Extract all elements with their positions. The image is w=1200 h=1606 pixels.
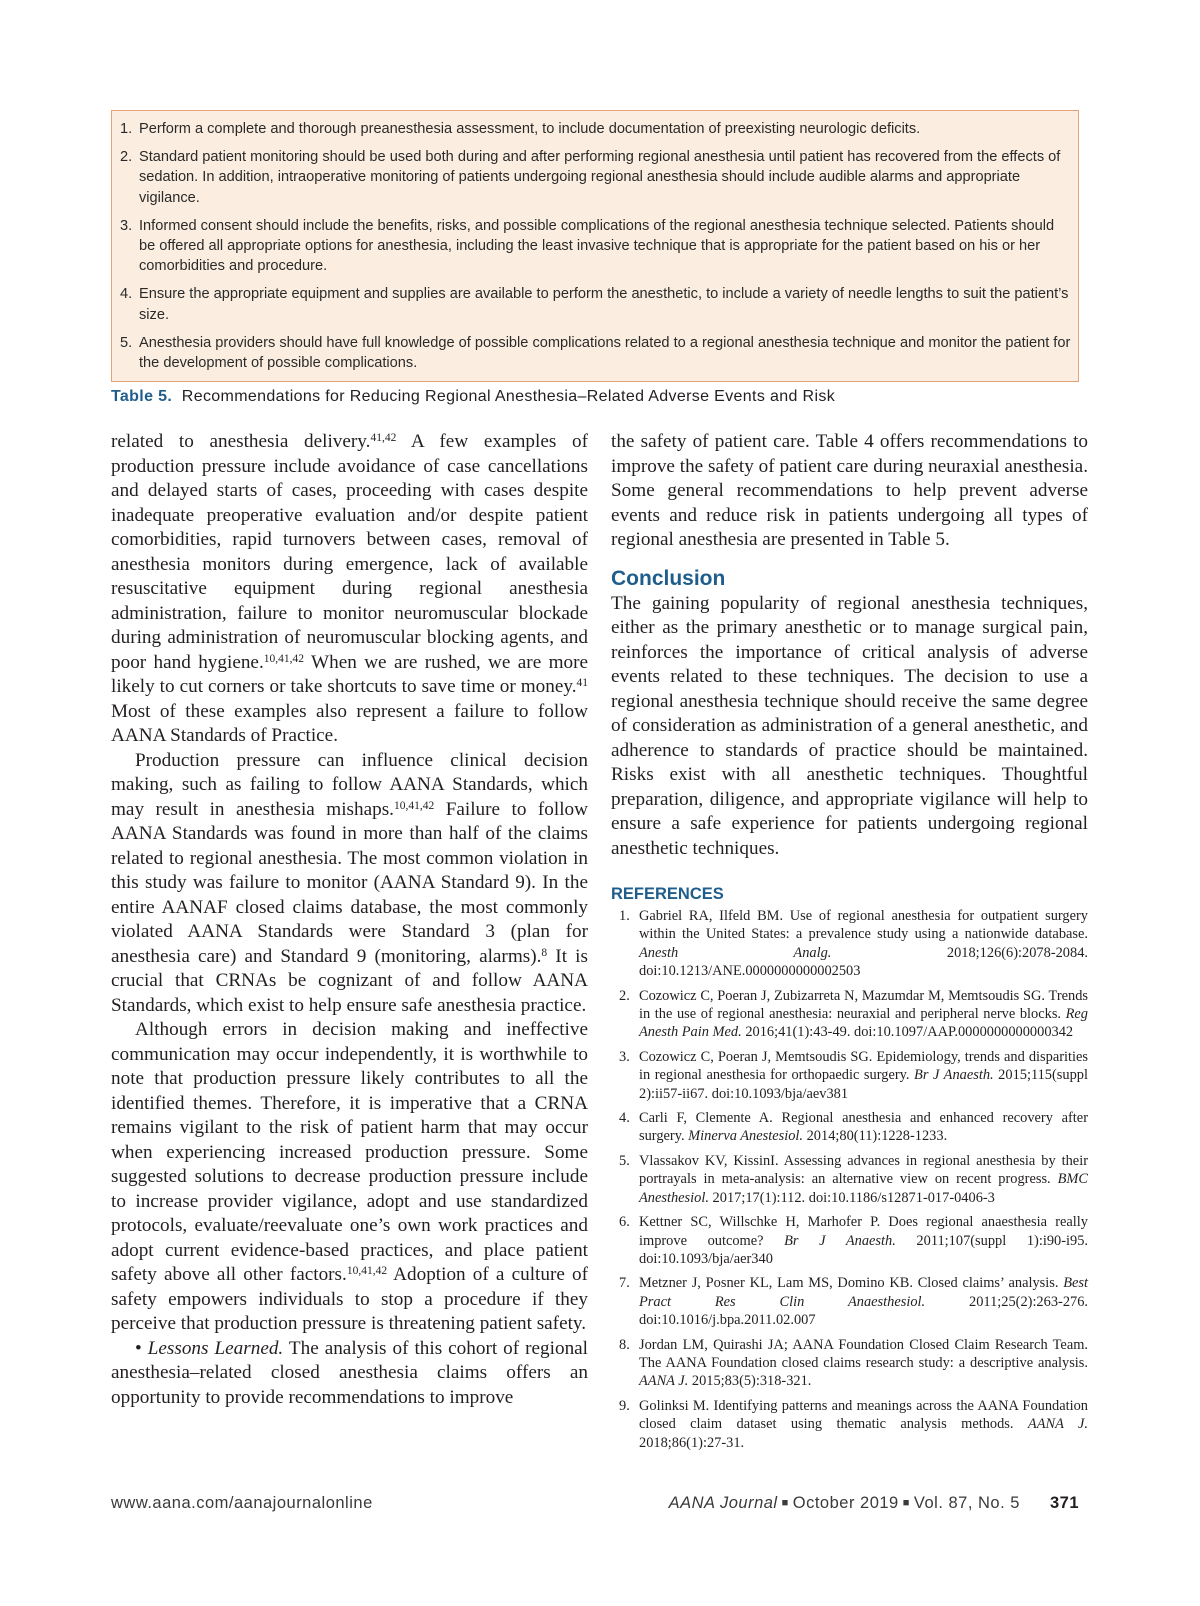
recommendation-item <box>120 333 1072 373</box>
paragraph: the safety of patient care. Table 4 offers recommendations to improve the safety of patient care during neuraxial anesthesia. Some general recommendations to help prevent adverse events and reduce risk in patients undergoing all types of regional anesthesia are presented in Table 5. <box>611 431 1088 550</box>
recommendation-number: 3. <box>120 217 133 234</box>
recommendation-text: Ensure the appropriate equipment and supplies are available to perform the anesthetic, to include a variety of needle lengths to suit the patient’s size. <box>139 286 1069 323</box>
section-heading-conclusion: Conclusion <box>611 566 726 590</box>
reference-journal: Reg Anesth Pain Med. <box>639 1006 1088 1041</box>
recommendation-item <box>120 147 1072 208</box>
table-caption <box>111 388 1079 406</box>
reference-number: 8. <box>619 1336 630 1353</box>
left-column <box>111 430 588 1410</box>
recommendation-number: 2. <box>120 149 133 166</box>
recommendation-text: Perform a complete and thorough preanesthesia assessment, to include documentation of preexisting neurologic deficits. <box>139 121 921 137</box>
paragraph: Production pressure can influence clinical decision making, such as failing to follow AANA Standards, which may result in anesthesia mishaps.$^{10,41,42}$ Failure to follow AANA Standards was found in more than half of the claims related to regional anesthesia. The most common violation in this study was failure to monitor (AANA Standard 9). In the entire AANAF closed claims database, the most commonly violated AANA Standards were Standard 3 (plan for anesthesia care) and Standard 9 (monitoring, alarms).$^8$ It is crucial that CRNAs be cognizant of and follow AANA Standards, which exist to help ensure safe anesthesia practice. <box>111 749 588 1016</box>
reference-item: 5. Vlassakov KV, KissinI. Assessing advances in regional anesthesia by their portrayals in meta-analysis: an alternative view on recent progress. BMC Anesthesiol. 2017;17(1):112. doi:10.1186/s12871-017-0406-3 <box>619 1152 1088 1206</box>
reference-journal: Minerva Anestesiol. <box>688 1128 804 1145</box>
separator-square-icon: ■ <box>902 1497 910 1509</box>
recommendation-text: Anesthesia providers should have full knowledge of possible complications related to a regional anesthesia technique and monitor the patient for the development of possible complications. <box>139 334 1071 372</box>
reference-journal: Br J Anaesth. <box>914 1067 994 1084</box>
reference-item: 2. Cozowicz C, Poeran J, Zubizarreta N, Mazumdar M, Memtsoudis SG. Trends in the use of regional anesthesia: neuraxial and peripheral nerve blocks. Reg Anesth Pain Med. 2016;41(1):43-49. doi:10.1097/AAP.0000000000000342 <box>619 987 1088 1041</box>
paragraph: The gaining popularity of regional anesthesia techniques, either as the primary anesthetic or to manage surgical pain, reinforces the importance of critical analysis of adverse events related to these techniques. The decision to use a regional anesthesia technique should receive the same degree of consideration as administration of a general anesthetic, and adherence to standards of practice should be maintained. Risks exist with all anesthetic techniques. Thoughtful preparation, diligence, and appropriate vigilance will help to ensure a safe experience for patients undergoing regional anesthetic techniques. <box>611 592 1088 859</box>
reference-journal: Br J Anaesth. <box>784 1232 896 1249</box>
reference-journal: Best Pract Res Clin Anaesthesiol. <box>639 1275 1088 1310</box>
reference-journal: AANA J. <box>639 1373 689 1390</box>
footer-journal-info <box>669 1494 1079 1513</box>
reference-journal: AANA J. <box>1027 1416 1088 1433</box>
reference-number: 1. <box>619 908 630 924</box>
reference-journal: BMC Anesthesiol. <box>639 1171 1088 1206</box>
reference-item: 3. Cozowicz C, Poeran J, Memtsoudis SG. Epidemiology, trends and disparities in regional anesthesia for orthopaedic surgery. Br J Anaesth. 2015;115(suppl 2):ii57-ii67. doi:10.1093/bja/aev381 <box>619 1048 1088 1102</box>
footer-journal-name: AANA Journal <box>668 1494 778 1512</box>
page-footer <box>111 1494 1079 1518</box>
reference-item: 4. Carli F, Clemente A. Regional anesthesia and enhanced recovery after surgery. Minerva Anestesiol. 2014;80(11):1228-1233. <box>619 1110 1088 1145</box>
footer-url[interactable]: www.aana.com/aanajournalonline <box>111 1494 373 1512</box>
reference-number: 3. <box>619 1048 630 1065</box>
reference-item: 9. Golinksi M. Identifying patterns and meanings across the AANA Foundation closed claim dataset using thematic analysis methods. AANA J. 2018;86(1):27-31. <box>619 1397 1088 1451</box>
reference-journal: Anesth Analg. <box>639 944 832 961</box>
right-column <box>611 430 1088 1458</box>
recommendations-list <box>120 119 1072 373</box>
reference-number: 2. <box>619 987 630 1004</box>
reference-item: 7. Metzner J, Posner KL, Lam MS, Domino KB. Closed claims’ analysis. Best Pract Res Clin Anaesthesiol. 2011;25(2):263-276. doi:10.1016/j.bpa.2011.02.007 <box>619 1275 1088 1329</box>
reference-number: 7. <box>619 1275 630 1292</box>
reference-number: 6. <box>619 1214 630 1231</box>
reference-number: 9. <box>619 1397 630 1414</box>
recommendation-item <box>120 119 1072 139</box>
reference-item: 8. Jordan LM, Quirashi JA; AANA Foundation Closed Claim Research Team. The AANA Foundation closed claims research study: a descriptive analysis. AANA J. 2015;83(5):318-321. <box>619 1336 1088 1390</box>
reference-item: 6. Kettner SC, Willschke H, Marhofer P. Does regional anaesthesia really improve outcome? Br J Anaesth. 2011;107(suppl 1):i90-i95. doi:10.1093/bja/aer340 <box>619 1214 1089 1267</box>
recommendation-item <box>120 216 1072 277</box>
page-number: 371 <box>1049 1494 1079 1512</box>
references-heading: REFERENCES <box>611 885 724 903</box>
paragraph: related to anesthesia delivery.$^{41,42}$ A few examples of production pressure include avoidance of case cancellations and delayed starts of cases, proceeding with cases despite inadequate preoperative evaluation and/or despite patient comorbidities, rapid turnovers between cases, removal of anesthesia monitors during emergence, lack of available resuscitative equipment during regional anesthesia administration, failure to monitor neuromuscular blockade during administration of neuromuscular blocking agents, and poor hand hygiene.$^{10,41,42}$ When we are rushed, we are more likely to cut corners or take shortcuts to save time or money.$^{41}$ Most of these examples also represent a failure to follow AANA Standards of Practice. <box>111 431 588 746</box>
recommendation-text: Informed consent should include the benefits, risks, and possible complications of the regional anesthesia technique selected. Patients should be offered all appropriate options for anesthesia, including the least invasive technique that is appropriate for the patient based on his or her comorbidities and procedure. <box>139 217 1055 275</box>
table-caption-text: Recommendations for Reducing Regional Anesthesia–Related Adverse Events and Risk <box>181 388 836 405</box>
paragraph-lessons-learned: • Lessons Learned. The analysis of this cohort of regional anesthesia–related closed anesthesia claims offers an opportunity to provide recommendations to improve <box>111 1337 589 1408</box>
references-list <box>611 907 1088 1452</box>
reference-item: 1. Gabriel RA, Ilfeld BM. Use of regional anesthesia for outpatient surgery within the United States: a prevalence study using a nationwide database. Anesth Analg. 2018;126(6):2078-2084. doi:10.1213/ANE.0000000000002503 <box>619 908 1088 980</box>
reference-number: 5. <box>619 1152 630 1169</box>
paragraph: Although errors in decision making and ineffective communication may occur independently, it is worthwhile to note that production pressure likely contributes to all the identified themes. Therefore, it is imperative that a CRNA remains vigilant to the risk of patient harm that may occur when experiencing increased production pressure. Some suggested solutions to decrease production pressure include to increase provider vigilance, adopt and use standardized protocols, evaluate/reevaluate one’s own work practices and adopt current evidence-based practices, and place patient safety above all other factors.$^{10,41,42}$ Adoption of a culture of safety empowers individuals to stop a procedure if they perceive that production pressure is threatening patient safety. <box>111 1019 588 1334</box>
lessons-learned-lead: Lessons Learned. <box>147 1337 284 1359</box>
footer-volume: Vol. 87, No. 5 <box>913 1494 1020 1512</box>
recommendation-text: Standard patient monitoring should be used both during and after performing regional anesthesia until patient has recovered from the effects of sedation. In addition, intraoperative monitoring of patients undergoing regional anesthesia should include audible alarms and appropriate vigilance. <box>139 149 1061 206</box>
recommendations-table <box>111 110 1079 382</box>
separator-square-icon: ■ <box>781 1497 789 1509</box>
footer-date: October 2019 <box>792 1494 899 1512</box>
reference-number: 4. <box>619 1110 630 1127</box>
table-caption-label: Table 5. <box>111 388 173 405</box>
recommendation-item <box>120 284 1072 324</box>
recommendation-number: 4. <box>120 286 133 303</box>
recommendation-number: 1. <box>120 121 133 137</box>
recommendation-number: 5. <box>120 334 133 351</box>
